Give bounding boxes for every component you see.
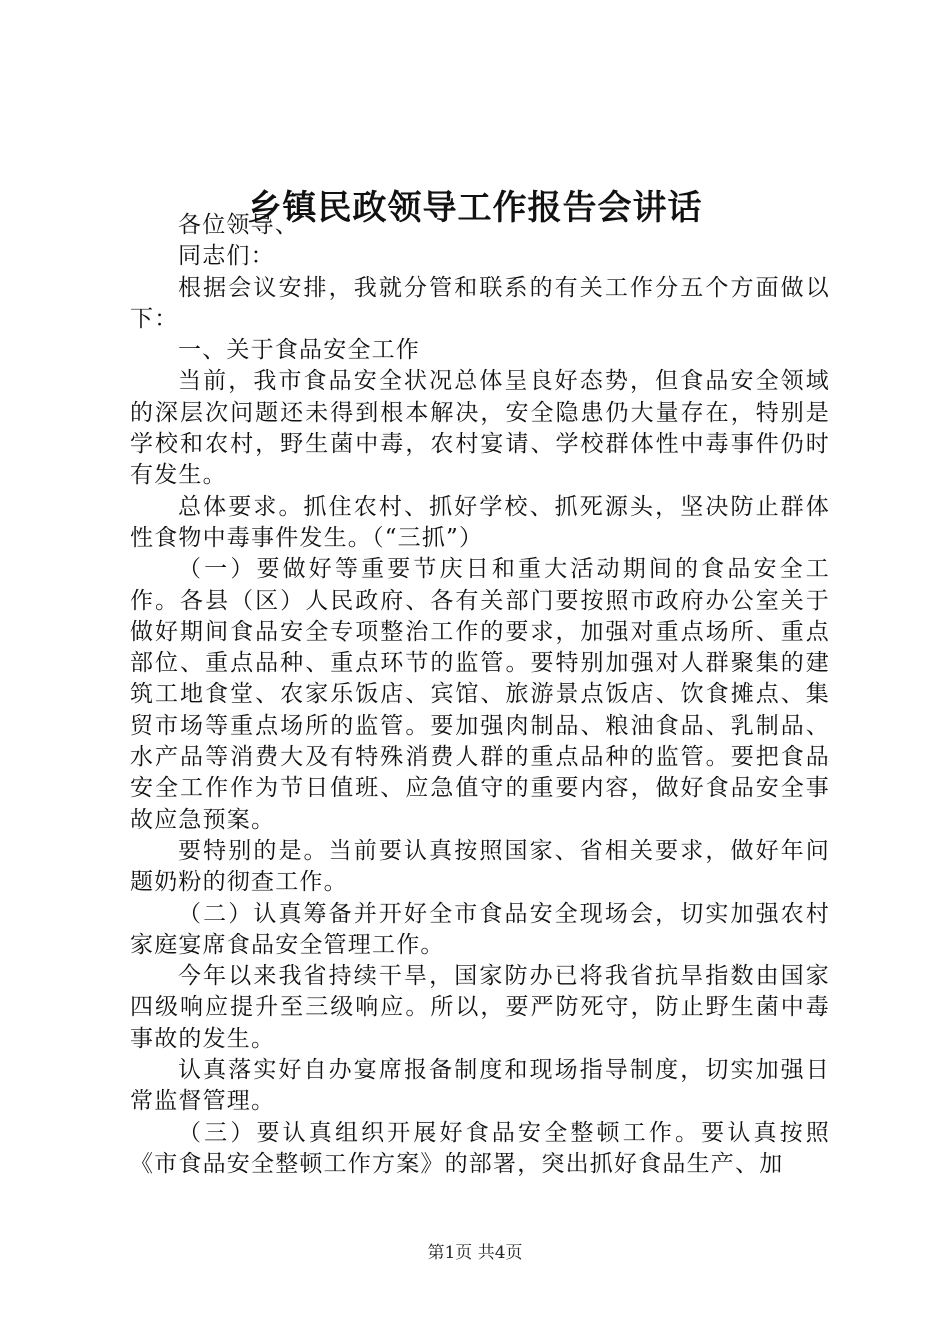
- body-paragraph: 总体要求。抓住农村、抓好学校、抓死源头，坚决防止群体性食物中毒事件发生。（“三抓”）: [130, 493, 830, 551]
- salutation-leaders: 各位领导、: [178, 212, 299, 238]
- intro-paragraph: 根据会议安排，我就分管和联系的有关工作分五个方面做以下：: [130, 274, 830, 332]
- body-paragraph: 今年以来我省持续干旱，国家防办已将我省抗旱指数由国家四级响应提升至三级响应。所以，要严防死守，防止野生菌中毒事故的发生。: [130, 963, 830, 1052]
- document-body: [130, 210, 830, 1180]
- document-title: 乡镇民政领导工作报告会讲话: [247, 188, 703, 228]
- salutation-comrades: 同志们：: [178, 243, 275, 270]
- body-paragraph: （三）要认真组织开展好食品安全整顿工作。要认真按照《市食品安全整顿工作方案》的部署，突出抓好食品生产、加: [130, 1119, 830, 1177]
- page-number-footer: 第1页 共4页: [427, 1243, 523, 1263]
- section-heading-food-safety: 一、关于食品安全工作: [178, 337, 420, 364]
- body-paragraph: 认真落实好自办宴席报备制度和现场指导制度，切实加强日常监督管理。: [130, 1057, 830, 1115]
- body-paragraph: 当前，我市食品安全状况总体呈良好态势，但食品安全领域的深层次问题还未得到根本解决，安全隐患仍大量存在，特别是学校和农村，野生菌中毒，农村宴请、学校群体性中毒事件仍时有发生。: [130, 368, 830, 489]
- body-paragraph: 要特别的是。当前要认真按照国家、省相关要求，做好年问题奶粉的彻查工作。: [130, 837, 830, 896]
- body-paragraph: （二）认真筹备并开好全市食品安全现场会，切实加强农村家庭宴席食品安全管理工作。: [130, 900, 830, 958]
- body-paragraph: （一）要做好等重要节庆日和重大活动期间的食品安全工作。各县（区）人民政府、各有关部门要按照市政府办公室关于做好期间食品安全专项整治工作的要求，加强对重点场所、重点部位、重点品种、重点环节的监管。要特别加强对人群聚集的建筑工地食堂、农家乐饭店、宾馆、旅游景点饭店、饮食摊点、集贸市场等重点场所的监管。要加强肉制品、粮油食品、乳制品、水产品等消费大及有特殊消费人群的重点品种的监管。要把食品安全工作作为节日值班、应急值守的重要内容，做好食品安全事故应急预案。: [130, 556, 830, 833]
